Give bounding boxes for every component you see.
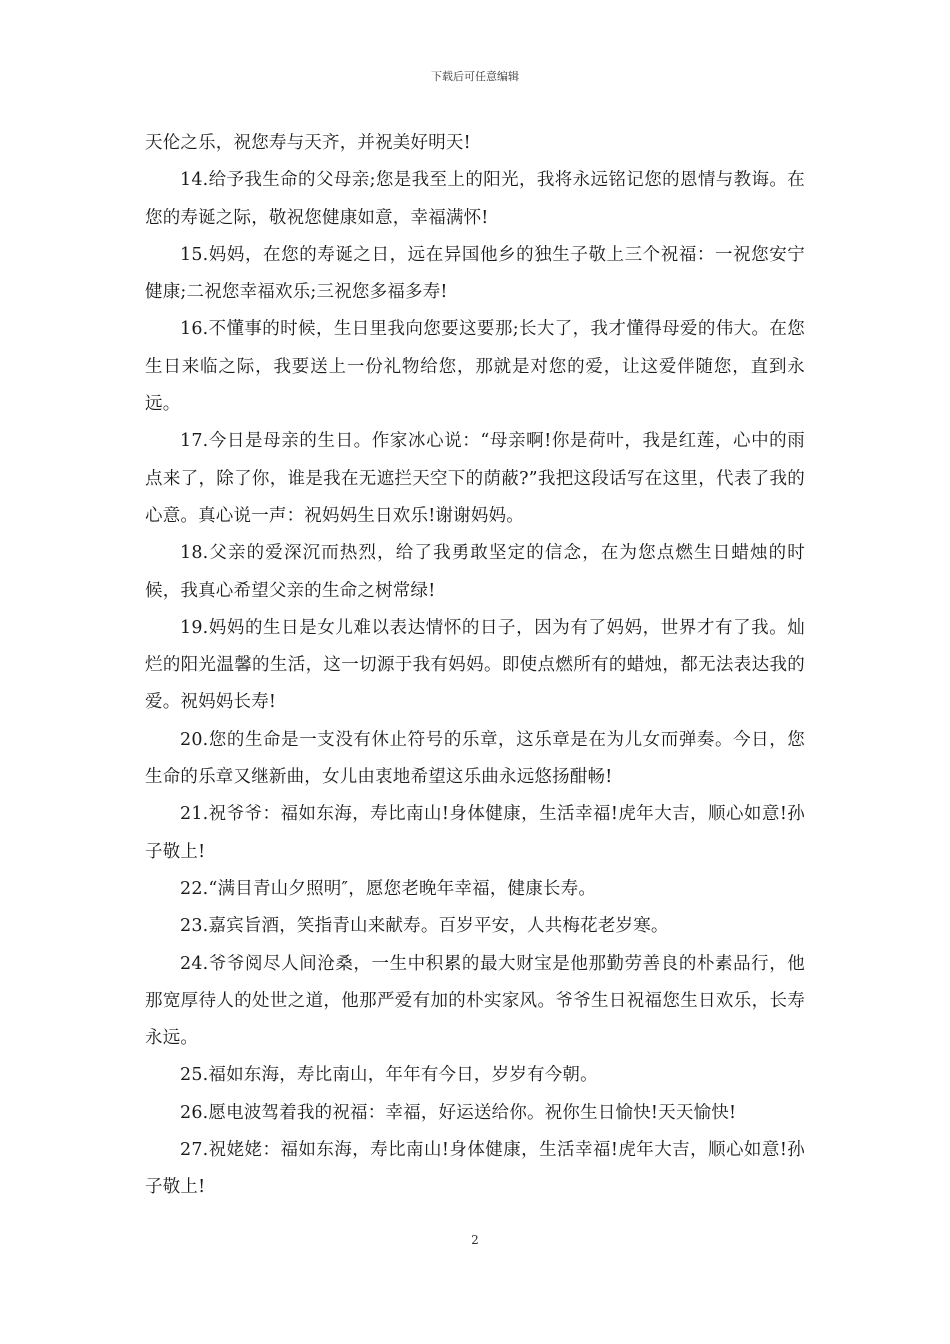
paragraph: 17.今日是母亲的生日。作家冰心说：“母亲啊!你是荷叶，我是红莲，心中的雨点来了，除了你，谁是我在无遮拦天空下的荫蔽?”我把这段话写在这里，代表了我的心意。真心说一声：祝妈妈生日欢乐!谢谢妈妈。 — [145, 431, 805, 526]
paragraph: 18.父亲的爱深沉而热烈，给了我勇敢坚定的信念，在为您点燃生日蜡烛的时候，我真心希望父亲的生命之树常绿! — [145, 543, 805, 601]
paragraph: 24.爷爷阅尽人间沧桑，一生中积累的最大财宝是他那勤劳善良的朴素品行，他那宽厚待人的处世之道，他那严爱有加的朴实家风。爷爷生日祝福您生日欢乐，长寿永远。 — [145, 953, 805, 1049]
paragraph: 20.您的生命是一支没有休止符号的乐章，这乐章是在为儿女而弹奏。今日，您生命的乐章又继新曲，女儿由衷地希望这乐曲永远悠扬酣畅! — [145, 729, 805, 788]
paragraph: 25.福如东海，寿比南山，年年有今日，岁岁有今朝。 — [180, 1065, 598, 1086]
paragraph: 16.不懂事的时候，生日里我向您要这要那;长大了，我才懂得母爱的伟大。在您生日来临之际，我要送上一份礼物给您，那就是对您的爱，让这爱伴随您，直到永远。 — [145, 319, 805, 415]
paragraph: 21.祝爷爷：福如东海，寿比南山!身体健康，生活幸福!虎年大吉，顺心如意!孙子敬上! — [145, 804, 805, 862]
page-number: 2 — [471, 1233, 479, 1247]
document-body — [145, 125, 805, 1207]
paragraph: 19.妈妈的生日是女儿难以表达情怀的日子，因为有了妈妈，世界才有了我。灿烂的阳光温馨的生活，这一切源于我有妈妈。即使点燃所有的蜡烛，都无法表达我的爱。祝妈妈长寿! — [145, 617, 805, 713]
paragraph: 26.愿电波驾着我的祝福：幸福，好运送给你。祝你生日愉快!天天愉快! — [180, 1102, 737, 1123]
paragraph: 天伦之乐，祝您寿与天齐，并祝美好明天! — [145, 133, 471, 153]
paragraph: 27.祝姥姥：福如东海，寿比南山!身体健康，生活幸福!虎年大吉，顺心如意!孙子敬上! — [145, 1140, 805, 1198]
paragraph: 15.妈妈，在您的寿诞之日，远在异国他乡的独生子敬上三个祝福：一祝您安宁健康;二祝您幸福欢乐;三祝您多福多寿! — [145, 244, 805, 303]
paragraph: 22.“满目青山夕照明″，愿您老晚年幸福，健康长寿。 — [180, 878, 597, 899]
paragraph: 14.给予我生命的父母亲;您是我至上的阳光，我将永远铭记您的恩情与教诲。在您的寿诞之际，敬祝您健康如意，幸福满怀! — [145, 170, 805, 228]
page-header: 下载后可任意编辑 — [431, 70, 519, 83]
paragraph: 23.嘉宾旨酒，笑指青山来献寿。百岁平安，人共梅花老岁寒。 — [180, 916, 669, 937]
